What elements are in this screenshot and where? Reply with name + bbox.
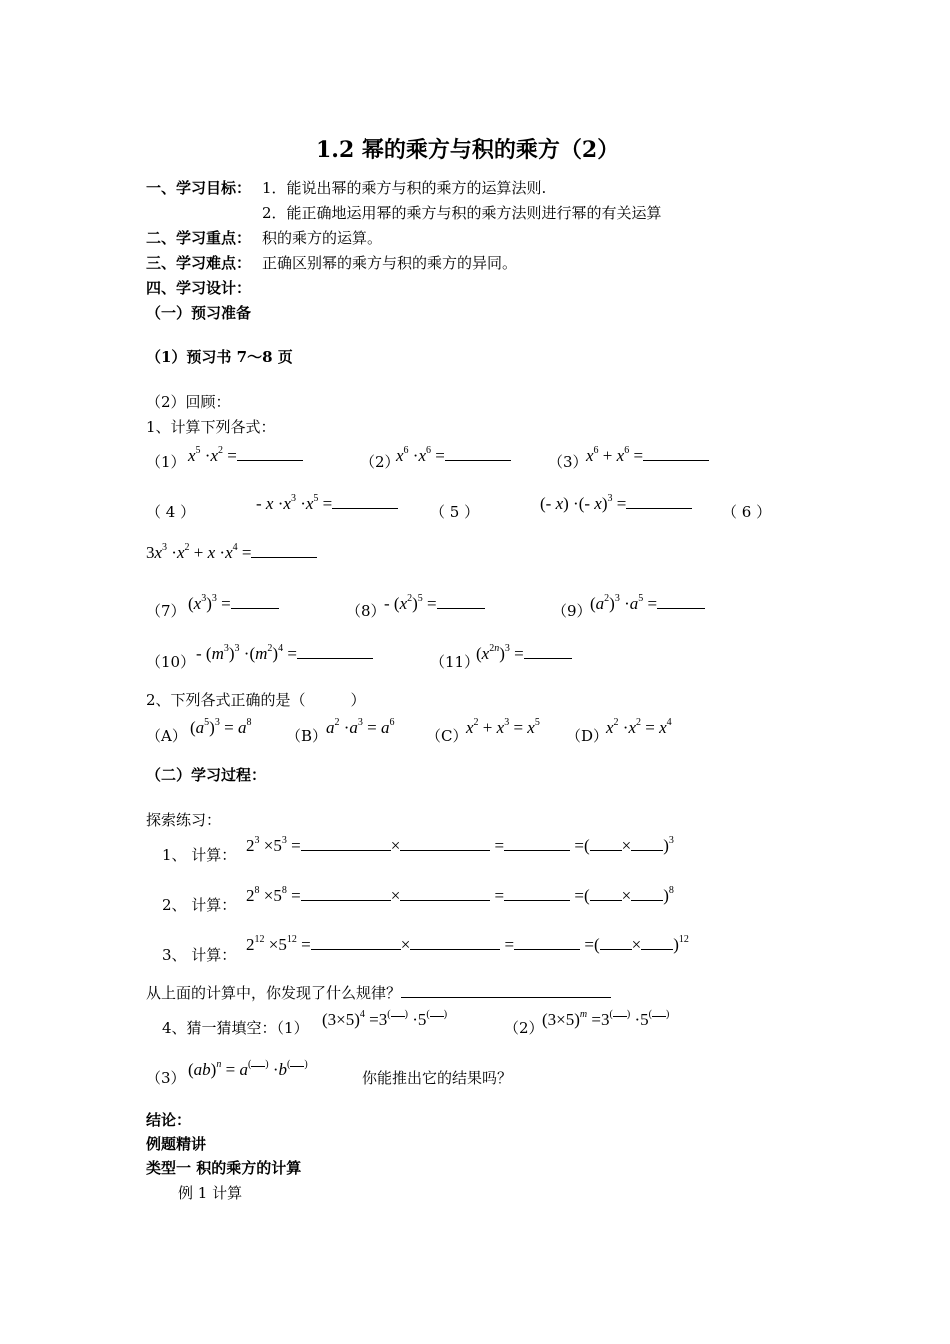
item-9-num: （9） (552, 602, 592, 620)
item-1-num: （1） (146, 453, 186, 471)
choice-b-expr: $a^2 \cdot a^3 = a^6$ (326, 717, 395, 737)
item-5-expr: (- x) ·(- x)$^3$ = (540, 494, 692, 514)
calc-3-label: 3、 计算： (162, 946, 237, 964)
key-point-text: 积的乘方的运算。 (262, 229, 383, 247)
q1-label: 1、计算下列各式： (146, 418, 276, 436)
item-2-num: （2） (360, 453, 400, 471)
item-5-num: （ 5 ） (430, 503, 480, 521)
prep-book: （1）预习书 7～8 页 (146, 348, 293, 366)
calc-2-expr: $2^8 \times 5^8$ = × = =( × )$^8$ (246, 885, 674, 905)
guess-3-expr: (ab)$^n$ = a( ) ·b( ) (188, 1059, 308, 1079)
item-7-num: （7） (146, 602, 186, 620)
conclusion-label: 结论： (146, 1111, 192, 1129)
guess-2-label: （2） (504, 1019, 544, 1037)
item-3-num: （3） (548, 453, 588, 471)
discover-text: 从上面的计算中，你发现了什么规律？ (146, 983, 611, 1003)
item-11-expr: $(x^{2n})^3$ = (476, 644, 572, 664)
q2-label: 2、下列各式正确的是（ ） (146, 691, 366, 709)
calc-1-label: 1、 计算： (162, 846, 237, 864)
item-10-expr: - $(m^3)^3 \cdot(m^2)^4$ = (196, 644, 373, 664)
type-1-heading: 类型一 积的乘方的计算 (146, 1159, 302, 1177)
goals-label: 一、学习目标： (146, 179, 252, 197)
examples-heading: 例题精讲 (146, 1135, 207, 1153)
choice-d-expr: $x^2 \cdot x^2 = x^4$ (606, 717, 672, 737)
guess-label: 4、猜一猜填空：（1） (162, 1019, 309, 1037)
item-8-expr: - $(x^2)^5$ = (384, 594, 485, 614)
choice-a-expr: $(a^5)^3 = a^8$ (190, 717, 252, 737)
explore-label: 探索练习： (146, 811, 222, 829)
guess-1-expr: $(3\times 5)^4 =3^{( )} \cdot 5^{( )}$ (322, 1009, 448, 1029)
prep-review: （2）回顾： (146, 393, 231, 411)
prep-heading: （一）预习准备 (146, 304, 252, 322)
item-2-expr: $x^6 \cdot x^6$ = (396, 446, 511, 466)
calc-1-expr: $2^3 \times 5^3$ = × = =( × )$^3$ (246, 835, 674, 855)
item-9-expr: $(a^2)^3 \cdot a^5$ = (590, 594, 705, 614)
guess-3-label: （3） (146, 1069, 186, 1087)
item-7-expr: $(x^3)^3$ = (188, 594, 279, 614)
item-6-num: （ 6 ） (722, 503, 772, 521)
item-1-expr: $x^5 \cdot x^2$ = (188, 446, 303, 466)
goals-line-2: 2．能正确地运用幂的乘方与积的乘方法则进行幂的有关运算 (262, 204, 662, 222)
item-11-num: （11） (430, 653, 480, 671)
item-4-expr: - $x \cdot x^3 \cdot x^5$ = (256, 494, 398, 514)
calc-3-expr: $2^{12} \times 5^{12}$ = × = =( × )$^{12}$ (246, 934, 689, 954)
item-4-num: （ 4 ） (146, 503, 196, 521)
process-heading: （二）学习过程： (146, 766, 267, 784)
item-10-num: （10） (146, 653, 196, 671)
guess-2-expr: $(3\times 5)^m =3^{( )} \cdot 5^{( )}$ (542, 1009, 670, 1029)
choice-a-label: （A） (146, 727, 187, 745)
item-8-num: （8） (346, 602, 386, 620)
page-title: 1.2 幂的乘方与积的乘方（2） (316, 137, 620, 163)
calc-2-label: 2、 计算： (162, 896, 237, 914)
design-label: 四、学习设计： (146, 279, 252, 297)
goals-line-1: 1．能说出幂的乘方与积的乘方的运算法则. (262, 179, 547, 197)
derive-text: 你能推出它的结果吗？ (362, 1069, 513, 1087)
choice-c-label: （C） (426, 727, 468, 745)
difficulty-text: 正确区别幂的乘方与积的乘方的异同。 (262, 254, 518, 272)
key-point-label: 二、学习重点： (146, 229, 252, 247)
choice-c-expr: $x^2 + x^3 = x^5$ (466, 717, 540, 737)
example-1-label: 例 1 计算 (178, 1184, 243, 1202)
choice-d-label: （D） (566, 727, 609, 745)
difficulty-label: 三、学习难点： (146, 254, 252, 272)
item-3-expr: $x^6 + x^6$ = (586, 446, 709, 466)
item-6-expr: $3x^3 \cdot x^2 + x \cdot x^4$ = (146, 543, 317, 563)
choice-b-label: （B） (286, 727, 328, 745)
